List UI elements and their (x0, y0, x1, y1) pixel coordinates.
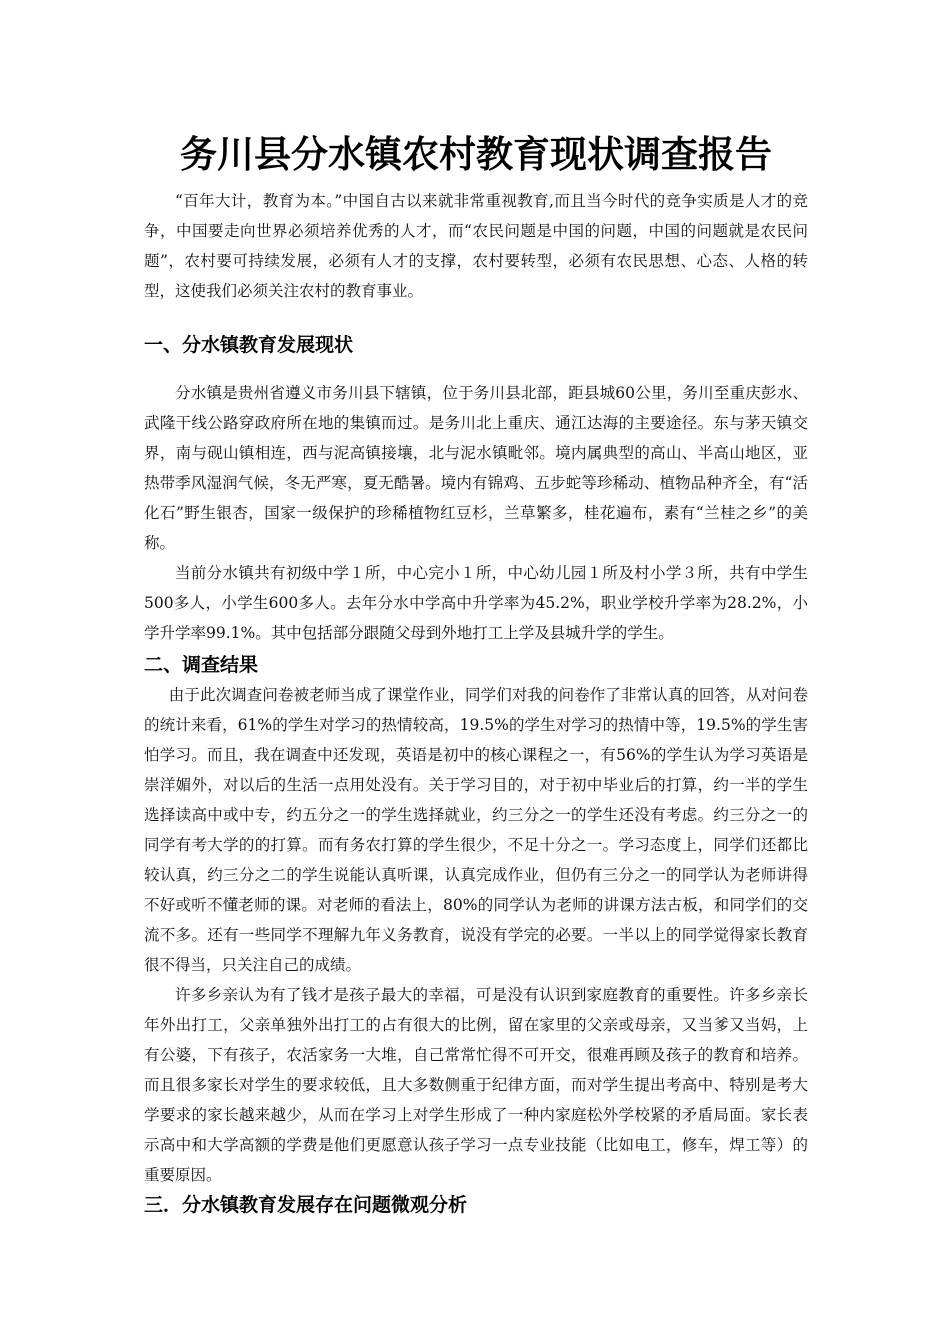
section-2-paragraph-1: 由于此次调查问卷被老师当成了课堂作业，同学们对我的问卷作了非常认真的回答，从对问卷的统计来看，61%的学生对学习的热情较高，19.5%的学生对学习的热情中等，19.5%的学生害怕学习。而且，我在调查中还发现，英语是初中的核心课程之一，有56%的学生认为学习英语是崇洋媚外，对以后的生活一点用处没有。关于学习目的，对于初中毕业后的打算，约一半的学生选择读高中或中专，约五分之一的学生选择就业，约三分之一的学生还没有考虑。约三分之一的同学有考大学的的打算。而有务农打算的学生很少，不足十分之一。学习态度上，同学们还都比较认真，约三分之二的学生说能认真听课，认真完成作业，但仍有三分之一的同学认为老师讲得不好或听不懂老师的课。对老师的看法上，80%的同学认为老师的讲课方法古板，和同学们的交流不多。还有一些同学不理解九年义务教育，说没有学完的必要。一半以上的同学觉得家长教育很不得当，只关注自己的成绩。 (144, 686, 808, 974)
section-1-paragraph-2: 当前分水镇共有初级中学１所，中心完小１所，中心幼儿园１所及村小学３所，共有中学生500多人，小学生600多人。去年分水中学高中升学率为45.2%，职业学校升学率为28.2%，小学升学率99.1%。其中包括部分跟随父母到外地打工上学及县城升学的学生。 (144, 564, 808, 642)
section-2-paragraph-2: 许多乡亲认为有了钱才是孩子最大的幸福，可是没有认识到家庭教育的重要性。许多乡亲长年外出打工，父亲单独外出打工的占有很大的比例，留在家里的父亲或母亲，又当爹又当妈，上有公婆，下有孩子，农活家务一大堆，自己常常忙得不可开交，很难再顾及孩子的教育和培养。而且很多家长对学生的要求较低，且大多数侧重于纪律方面，而对学生提出考高中、特别是考大学要求的家长越来越少，从而在学习上对学生形成了一种内家庭松外学校紧的矛盾局面。家长表示高中和大学高额的学费是他们更愿意认孩子学习一点专业技能（比如电工，修车，焊工等）的重要原因。 (144, 986, 808, 1184)
document-title: 务川县分水镇农村教育现状调查报告 (180, 132, 772, 176)
section-heading-3: 三．分水镇教育发展存在问题微观分析 (144, 1194, 468, 1216)
section-1-paragraph-1: 分水镇是贵州省遵义市务川县下辖镇，位于务川县北部，距县城60公里，务川至重庆彭水、武隆干线公路穿政府所在地的集镇而过。是务川北上重庆、通江达海的主要途径。东与茅天镇交界，南与砚山镇相连，西与泥高镇接壤，北与泥水镇毗邻。境内属典型的高山、半高山地区，亚热带季风湿润气候，冬无严寒，夏无酷暑。境内有锦鸡、五步蛇等珍稀动、植物品种齐全，有“活化石”野生银杏，国家一级保护的珍稀植物红豆杉，兰草繁多，桂花遍布，素有“兰桂之乡”的美称。 (144, 384, 808, 552)
intro-paragraph: “百年大计，教育为本。”中国自古以来就非常重视教育,而且当今时代的竞争实质是人才的竞争，中国要走向世界必须培养优秀的人才，而“农民问题是中国的问题，中国的问题就是农民问题”，农村要可持续发展，必须有人才的支撑，农村要转型，必须有农民思想、心态、人格的转型，这使我们必须关注农村的教育事业。 (144, 192, 808, 300)
document-body (144, 126, 808, 1220)
section-heading-1: 一、分水镇教育发展现状 (144, 334, 354, 356)
section-heading-2: 二、调查结果 (144, 654, 259, 676)
